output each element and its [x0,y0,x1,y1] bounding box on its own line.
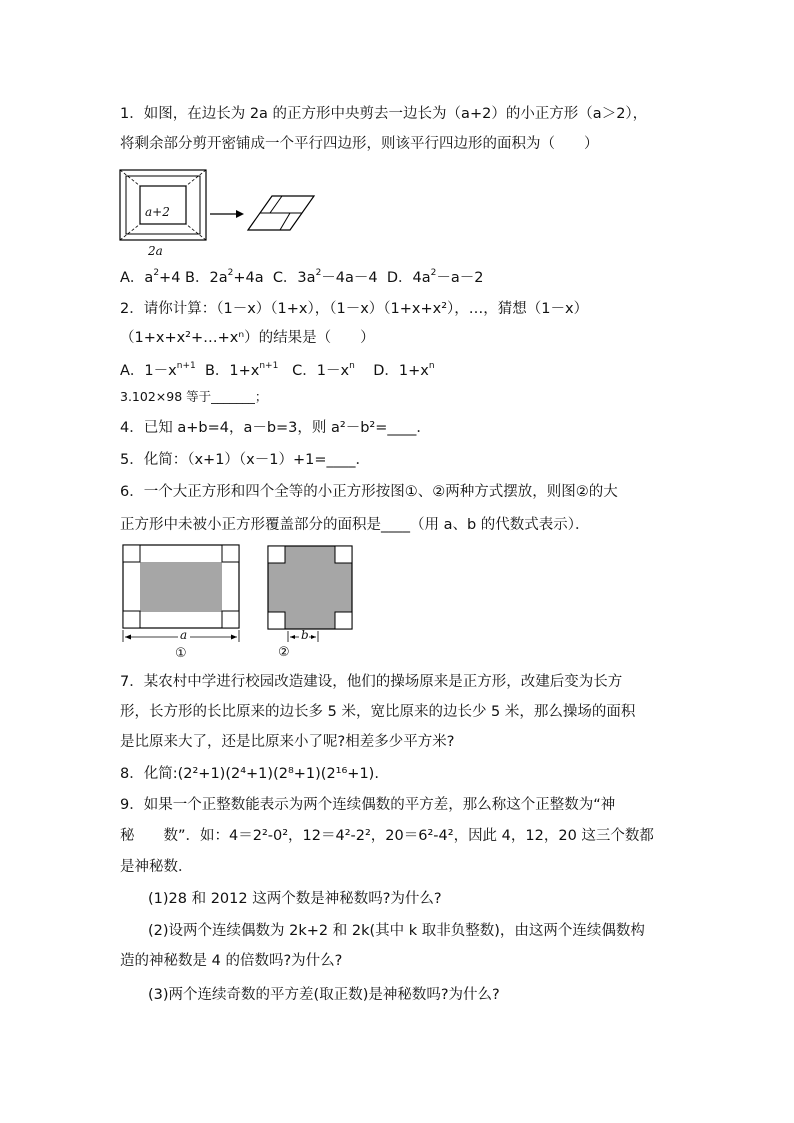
q1-outer-label: 2a [148,244,163,258]
fig2-small-square-br [335,612,352,629]
q1-line1: 1．如图，在边长为 2a 的正方形中央剪去一边长为（a+2）的小正方形（a＞2）， [120,106,648,122]
fig2-small-square-bl [268,612,285,629]
q6-figure-number-2: ② [278,645,290,660]
q6-label-b: b [301,628,309,642]
fig1-small-square-br [222,611,239,628]
q9-sub2-line2: 造的神秘数是 4 的倍数吗?为什么? [120,953,343,969]
q9-sub2-line1: (2)设两个连续偶数为 2k+2 和 2k(其中 k 取非负整数)，由这两个连续偶数构 [148,923,645,939]
q1-options: A．$a^2+4$ B．$2a^2+4a$ C．$3a^2-4a-4$ D．$4a^2-a-2$ [120,268,484,286]
fig1-small-square-bl [123,611,140,628]
q6-line2: 正方形中未被小正方形覆盖部分的面积是____（用 a、b 的代数式表示）． [120,517,590,533]
fig2-small-square-tr [335,546,352,563]
q7-line3: 是比原来大了，还是比原来小了呢?相差多少平方米? [120,734,455,750]
q7-line2: 形，长方形的长比原来的边长多 5 米，宽比原来的边长少 5 米，那么操场的面积 [120,704,636,720]
q9-line1: 9．如果一个正整数能表示为两个连续偶数的平方差，那么称这个正整数为“神 [120,797,616,813]
q6-line1: 6．一个大正方形和四个全等的小正方形按图①、②两种方式摆放，则图②的大 [120,484,618,500]
q7-line1: 7．某农村中学进行校园改造建设，他们的操场原来是正方形，改建后变为长方 [120,674,623,690]
fig2-small-square-tl [268,546,285,563]
q6-label-a: a [180,628,188,642]
q3-line: 3.102×98 等于_______； [120,389,268,404]
q1-figure [118,166,318,262]
q9-line3: 是神秘数． [120,859,193,875]
q1-line2: 将剩余部分剪开密铺成一个平行四边形，则该平行四边形的面积为（ ） [120,136,599,152]
q8-line: 8．化简:(2²+1)(2⁴+1)(2⁸+1)(2¹⁶+1). [120,766,379,782]
q5-line: 5．化简：（x+1）（x－1）+1=____． [120,452,371,468]
q6-figure-svg [118,542,368,664]
arrow-head [236,210,244,218]
q4-line: 4．已知 a+b=4，a－b=3，则 a²－b²=____． [120,420,431,436]
fig1-shaded-area [140,562,222,612]
q6-figure [118,542,368,668]
q2-line1: 2．请你计算：（1－x）（1+x），（1－x）（1+x+x²），…，猜想（1－x） [120,301,589,317]
fig1-small-square-tr [222,545,239,562]
q2-options: A．$1-x^{n+1}$ B．$1+x^{n+1}$ C．$1-x^n$ D．$1+x^n$ [120,361,435,379]
q9-sub3: (3)两个连续奇数的平方差(取正数)是神秘数吗?为什么? [148,987,500,1003]
fig1-small-square-tl [123,545,140,562]
q2-line2: （1+x+x²+…+xⁿ）的结果是（ ） [120,330,375,346]
q6-figure-number-1: ① [175,646,187,661]
q1-inner-label: a+2 [145,205,170,219]
q9-sub1: (1)28 和 2012 这两个数是神秘数吗?为什么? [148,891,442,907]
q9-line2: 秘 数”．如：4＝2²-0²，12＝4²-2²，20＝6²-4²，因此 4，12，20 这三个数都 [120,828,654,844]
